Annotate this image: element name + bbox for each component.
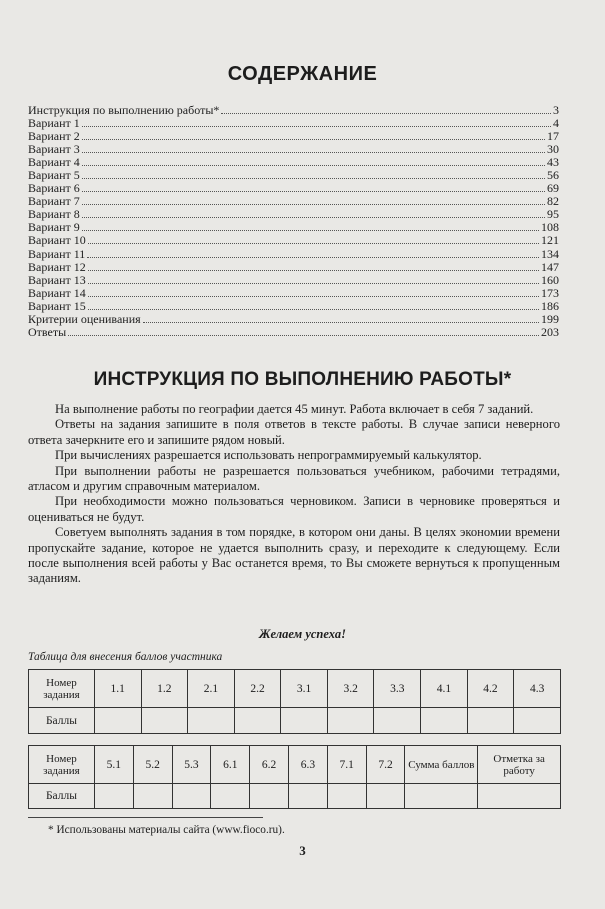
task-number-cell: 6.3 [288, 746, 327, 784]
toc-dot-leader [143, 321, 539, 323]
task-number-cell: 2.1 [188, 670, 235, 708]
toc-entry [28, 261, 559, 274]
task-number-cell: 3.3 [374, 670, 421, 708]
task-number-cell: 4.3 [514, 670, 561, 708]
toc-entry [28, 326, 559, 339]
toc-entry-label: Вариант 8 [28, 207, 80, 222]
task-number-header: Номер задания [29, 746, 95, 784]
toc-entry [28, 104, 559, 117]
toc-entry-page: 134 [541, 246, 559, 261]
task-number-cell: 5.3 [172, 746, 211, 784]
score-entry-cell[interactable] [94, 708, 141, 734]
toc-dot-leader [88, 269, 539, 271]
toc-entry [28, 143, 559, 156]
toc-dot-leader [82, 151, 545, 153]
toc-dot-leader [221, 112, 551, 114]
toc-entry-page: 56 [547, 168, 559, 183]
instruction-paragraph: Ответы на задания запишите в поля ответов в тексте работы. В случае записи неверного ответа зачеркните его и запишите рядом новый. [28, 417, 560, 447]
task-number-cell: 7.2 [366, 746, 405, 784]
toc-entry-label: Инструкция по выполнению работы* [28, 103, 220, 117]
toc-dot-leader [88, 308, 539, 310]
toc-entry-page: 121 [541, 233, 559, 248]
score-entry-cell[interactable] [133, 784, 172, 809]
toc-title: СОДЕРЖАНИЕ [227, 63, 378, 85]
page-number: 3 [299, 843, 306, 858]
toc-entry-label: Вариант 7 [28, 194, 80, 209]
toc-entry-label: Вариант 2 [28, 129, 80, 144]
toc-dot-leader [82, 125, 551, 127]
score-row-header: Баллы [29, 784, 95, 809]
toc-dot-leader [88, 295, 539, 297]
score-entry-cell[interactable] [374, 708, 421, 734]
task-number-cell: 3.2 [327, 670, 374, 708]
task-number-cell: 6.1 [211, 746, 250, 784]
instructions-body [28, 402, 560, 587]
toc-entry-label: Вариант 11 [28, 246, 86, 261]
toc-entry-page: 4 [553, 116, 559, 131]
toc-entry [28, 287, 559, 300]
toc-entry-page: 82 [547, 194, 559, 209]
score-entry-cell[interactable] [467, 708, 514, 734]
task-number-cell: 1.2 [141, 670, 188, 708]
toc-dot-leader [82, 229, 539, 231]
toc-entry [28, 130, 559, 143]
toc-entry-page: 108 [541, 220, 559, 235]
final-mark-cell[interactable] [478, 784, 561, 809]
task-number-cell: 5.1 [94, 746, 133, 784]
toc-dot-leader [82, 190, 545, 192]
toc-entry-label: Вариант 3 [28, 142, 80, 157]
toc-dot-leader [82, 138, 545, 140]
task-number-cell: 4.1 [421, 670, 468, 708]
score-entry-cell[interactable] [514, 708, 561, 734]
score-table-caption: Таблица для внесения баллов участника [28, 651, 223, 663]
score-entry-cell[interactable] [281, 708, 328, 734]
toc-entry-page: 199 [541, 311, 559, 326]
score-entry-cell[interactable] [366, 784, 405, 809]
task-number-cell: 2.2 [234, 670, 281, 708]
task-number-cell: 1.1 [94, 670, 141, 708]
task-number-cell: 3.1 [281, 670, 328, 708]
toc-entry-page: 203 [541, 324, 559, 339]
toc-entry [28, 221, 559, 234]
toc-entry [28, 182, 559, 195]
toc-entry-label: Ответы [28, 324, 67, 339]
toc-entry [28, 248, 559, 261]
score-entry-cell[interactable] [211, 784, 250, 809]
score-entry-cell[interactable] [172, 784, 211, 809]
toc-entry-page: 43 [547, 155, 559, 170]
toc-dot-leader [82, 216, 545, 218]
toc-entry-label: Критерии оценивания [28, 311, 141, 326]
toc-entry-page: 186 [541, 298, 559, 313]
toc-entry-label: Вариант 9 [28, 220, 80, 235]
toc-entry-page: 30 [547, 142, 559, 157]
toc-entry [28, 274, 559, 287]
toc-entry-label: Вариант 1 [28, 116, 80, 131]
score-row-header: Баллы [29, 708, 95, 734]
instruction-paragraph: На выполнение работы по географии дается 45 минут. Работа включает в себя 7 заданий. [55, 402, 534, 416]
toc-entry [28, 313, 559, 326]
toc-entry-page: 173 [541, 285, 559, 300]
toc-entry-label: Вариант 13 [28, 272, 86, 287]
toc-entry-label: Вариант 4 [28, 155, 80, 170]
toc-entry [28, 208, 559, 221]
toc-entry-label: Вариант 6 [28, 181, 80, 196]
task-number-cell: 6.2 [250, 746, 289, 784]
toc-entry-page: 95 [547, 207, 559, 222]
score-entry-cell[interactable] [188, 708, 235, 734]
toc-dot-leader [87, 256, 539, 258]
table-of-contents [28, 104, 559, 339]
toc-entry-page: 17 [547, 129, 559, 144]
toc-entry [28, 156, 559, 169]
instruction-paragraph: При выполнении работы не разрешается пользоваться учебником, рабочими тетрадями, атласом и другим справочным материалом. [28, 463, 560, 494]
toc-dot-leader [82, 177, 545, 179]
instruction-paragraph: Советуем выполнять задания в том порядке, в котором они даны. В целях экономии времени пропускайте задание, которое не удается выполнить сразу, и переходите к следующему. Если после выполнения всей работы у Вас останется время, то Вы сможете вернуться к пропущенным заданиям. [28, 525, 560, 586]
toc-entry [28, 234, 559, 247]
score-table-1 [28, 669, 561, 734]
toc-entry [28, 195, 559, 208]
final-mark-header: Отметка за работу [478, 746, 561, 784]
toc-entry [28, 117, 559, 130]
toc-entry-label: Вариант 5 [28, 168, 80, 183]
score-entry-cell[interactable] [94, 784, 133, 809]
sum-score-cell[interactable] [405, 784, 478, 809]
sum-score-header: Сумма баллов [405, 746, 478, 784]
score-entry-cell[interactable] [327, 708, 374, 734]
toc-entry [28, 300, 559, 313]
score-table-2 [28, 745, 561, 809]
score-entry-cell[interactable] [250, 784, 289, 809]
toc-entry-page: 69 [547, 181, 559, 196]
toc-entry-page: 160 [541, 272, 559, 287]
task-number-header: Номер задания [29, 670, 95, 708]
footnote: * Использованы материалы сайта (www.fioco.ru). [48, 824, 285, 836]
toc-dot-leader [68, 334, 539, 336]
toc-dot-leader [82, 203, 545, 205]
instruction-paragraph: При вычислениях разрешается использовать непрограммируемый калькулятор. [55, 448, 482, 463]
instructions-title: ИНСТРУКЦИЯ ПО ВЫПОЛНЕНИЮ РАБОТЫ* [93, 369, 512, 390]
task-number-cell: 7.1 [327, 746, 366, 784]
toc-dot-leader [82, 164, 545, 166]
toc-entry-label: Вариант 14 [28, 285, 86, 300]
instruction-paragraph: При необходимости можно пользоваться черновиком. Записи в черновике проверяться и оцениваться не будут. [28, 494, 560, 524]
score-entry-cell[interactable] [141, 708, 188, 734]
toc-entry-label: Вариант 10 [28, 233, 86, 248]
toc-entry-page: 3 [553, 103, 559, 117]
toc-dot-leader [88, 282, 539, 284]
toc-entry [28, 169, 559, 182]
score-entry-cell[interactable] [288, 784, 327, 809]
score-entry-cell[interactable] [421, 708, 468, 734]
toc-entry-page: 147 [541, 259, 559, 274]
good-luck-wish: Желаем успеха! [259, 627, 346, 641]
toc-dot-leader [88, 242, 539, 244]
footnote-divider [28, 817, 263, 818]
toc-entry-label: Вариант 15 [28, 298, 86, 313]
task-number-cell: 5.2 [133, 746, 172, 784]
toc-entry-label: Вариант 12 [28, 259, 86, 274]
score-entry-cell[interactable] [234, 708, 281, 734]
task-number-cell: 4.2 [467, 670, 514, 708]
score-entry-cell[interactable] [327, 784, 366, 809]
